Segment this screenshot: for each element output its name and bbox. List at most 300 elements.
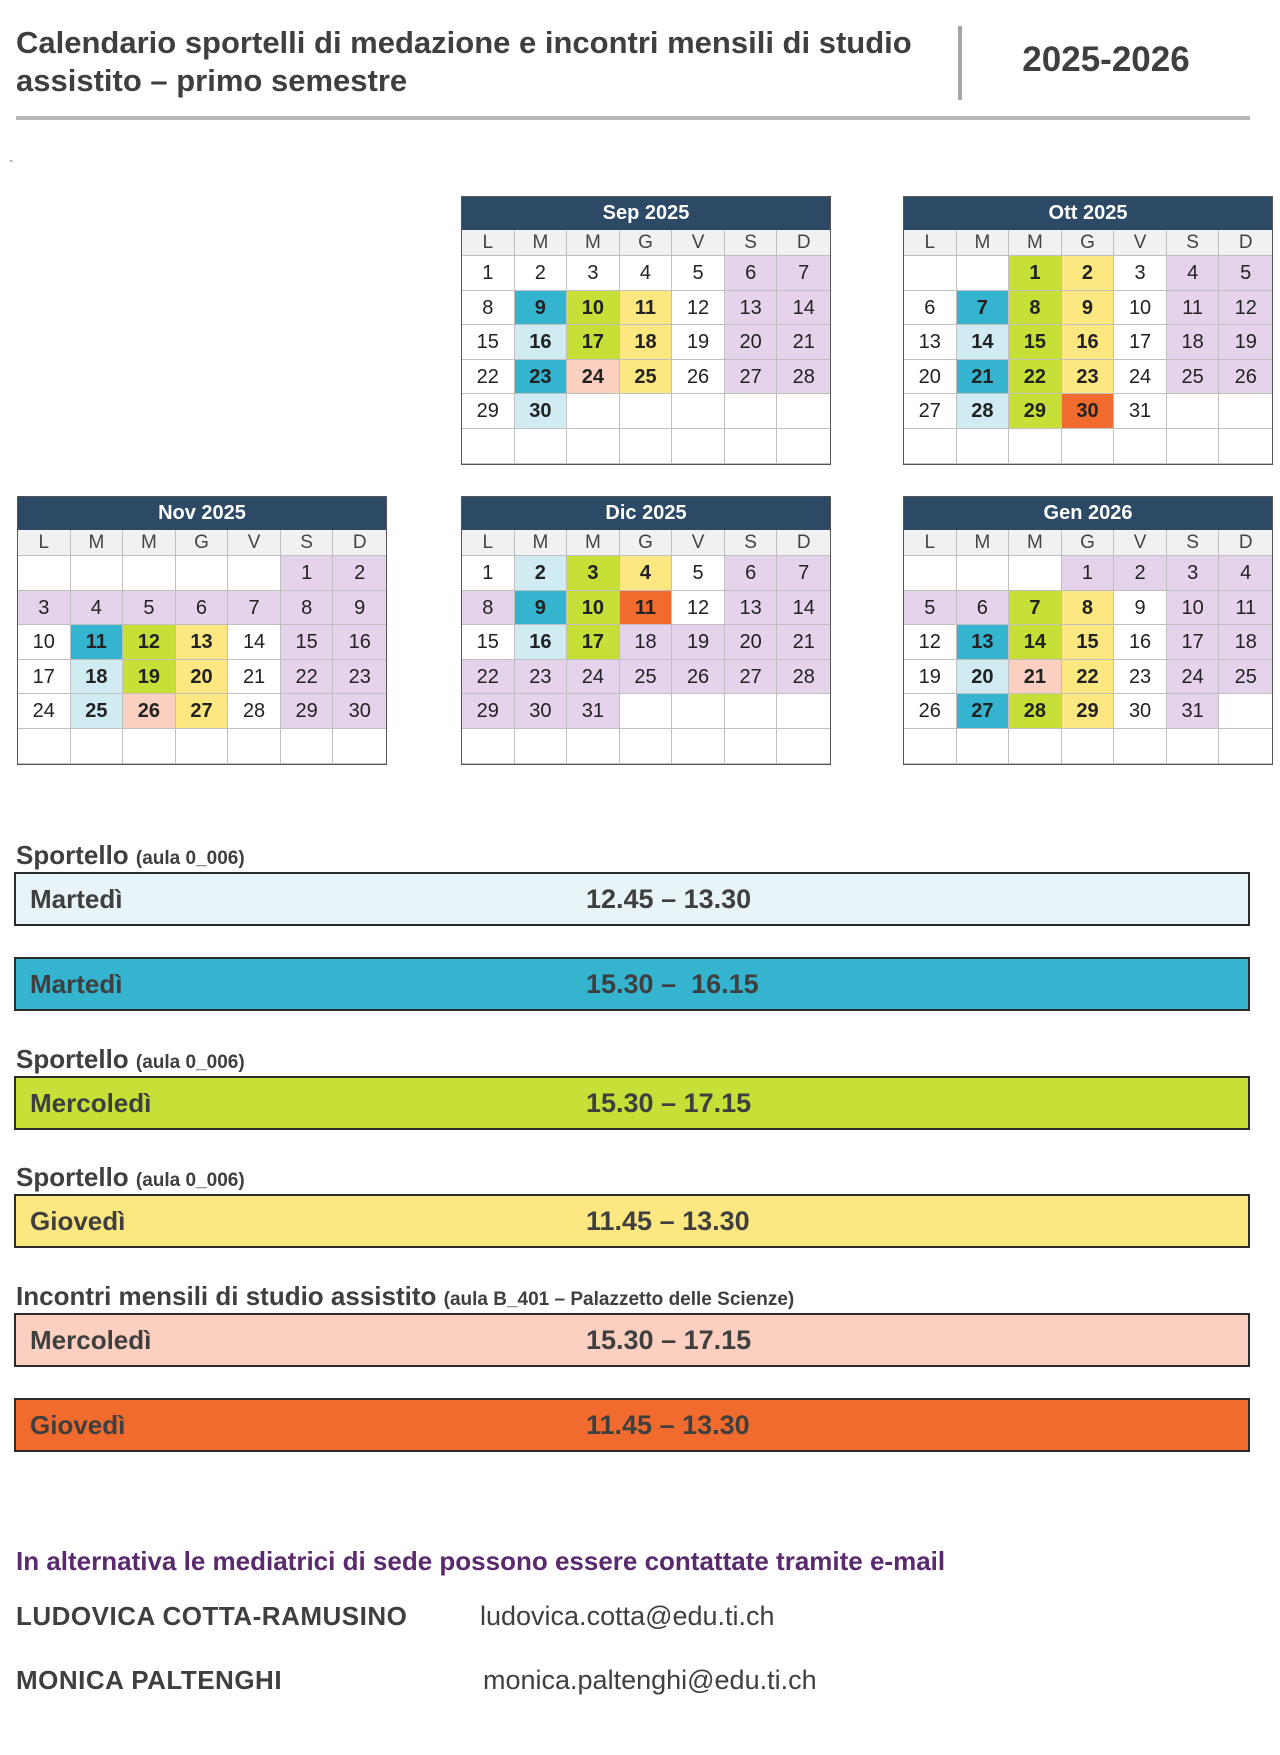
calendar-day: 15 [1009,325,1062,360]
calendar-empty-cell [71,729,124,764]
calendar-day: 25 [1167,360,1220,395]
calendar-day: 17 [1114,325,1167,360]
weekday-header: V [1114,530,1167,556]
calendar-empty-cell [777,394,830,429]
calendar-day: 13 [725,591,778,626]
calendar-day: 6 [904,291,957,326]
calendar-day: 10 [1167,591,1220,626]
calendar-empty-cell [957,729,1010,764]
calendar-day: 6 [176,591,229,626]
schedule-day: Martedì [30,884,123,914]
calendar-day: 12 [1219,291,1272,326]
section-label-sportello-mercoledi [16,1044,245,1075]
weekday-header: D [777,230,830,256]
calendar-day: 18 [1219,625,1272,660]
calendar-day: 27 [725,660,778,695]
calendar-day: 26 [123,694,176,729]
calendar-day: 27 [957,694,1010,729]
calendar-day: 3 [567,556,620,591]
calendar-empty-cell [1167,729,1220,764]
calendar-empty-cell [18,556,71,591]
calendar-empty-cell [904,556,957,591]
calendar-day: 11 [620,291,673,326]
calendar-day: 15 [462,325,515,360]
calendar-day: 1 [281,556,334,591]
calendar-empty-cell [1167,429,1220,464]
calendar-day: 19 [1219,325,1272,360]
calendar-day: 14 [228,625,281,660]
calendar-sep-2025 [461,196,831,465]
calendar-day: 22 [281,660,334,695]
calendar-day: 20 [904,360,957,395]
calendar-day: 4 [1219,556,1272,591]
calendar-day: 24 [18,694,71,729]
title-line-2: assistito – primo semestre [16,63,408,98]
calendar-day: 28 [1009,694,1062,729]
calendar-day: 25 [620,360,673,395]
section-title: Sportello [16,1044,129,1074]
calendar-day: 8 [462,591,515,626]
calendar-day: 23 [1114,660,1167,695]
schedule-day: Giovedì [30,1410,126,1440]
calendar-empty-cell [1009,556,1062,591]
calendar-title: Sep 2025 [462,197,830,230]
weekday-header: L [904,230,957,256]
calendar-empty-cell [672,394,725,429]
corner-mark: ˺ [9,158,13,172]
calendar-day: 1 [462,556,515,591]
calendar-day: 1 [462,256,515,291]
calendar-empty-cell [904,429,957,464]
calendar-day: 7 [777,556,830,591]
calendar-day: 9 [1062,291,1115,326]
weekday-header: D [1219,230,1272,256]
section-label-sportello-giovedi [16,1162,245,1193]
calendar-day: 5 [904,591,957,626]
weekday-header: M [1009,530,1062,556]
calendar-day: 24 [1114,360,1167,395]
calendar-day: 3 [18,591,71,626]
calendar-day: 23 [515,660,568,695]
calendar-day: 4 [620,556,673,591]
calendar-day: 4 [1167,256,1220,291]
calendar-grid [904,230,1272,464]
calendar-empty-cell [176,729,229,764]
weekday-header: G [176,530,229,556]
weekday-header: S [281,530,334,556]
calendar-day: 27 [176,694,229,729]
weekday-header: M [957,530,1010,556]
calendar-day: 5 [1219,256,1272,291]
calendar-empty-cell [1219,729,1272,764]
calendar-empty-cell [228,729,281,764]
calendar-day: 24 [1167,660,1220,695]
calendar-empty-cell [904,729,957,764]
calendar-title: Nov 2025 [18,497,386,530]
calendar-empty-cell [1219,429,1272,464]
calendar-day: 17 [1167,625,1220,660]
calendar-empty-cell [620,694,673,729]
calendar-day: 5 [672,256,725,291]
calendar-empty-cell [176,556,229,591]
calendar-day: 26 [672,360,725,395]
calendar-day: 29 [462,694,515,729]
section-room: (aula 0_006) [135,1052,245,1073]
calendar-day: 7 [1009,591,1062,626]
calendar-day: 26 [672,660,725,695]
calendar-day: 10 [18,625,71,660]
weekday-header: S [725,530,778,556]
calendar-day: 26 [904,694,957,729]
weekday-header: M [71,530,124,556]
weekday-header: L [18,530,71,556]
calendar-day: 19 [123,660,176,695]
calendar-day: 9 [1114,591,1167,626]
section-room: (aula B_401 – Palazzetto delle Scienze) [443,1289,795,1310]
calendar-day: 30 [333,694,386,729]
calendar-day: 18 [1167,325,1220,360]
calendar-day: 16 [515,625,568,660]
weekday-header: V [672,230,725,256]
calendar-day: 20 [725,325,778,360]
calendar-day: 22 [462,660,515,695]
calendar-empty-cell [957,429,1010,464]
contact-email-link[interactable]: ludovica.cotta@edu.ti.ch [480,1601,775,1631]
weekday-header: G [620,530,673,556]
calendar-day: 31 [567,694,620,729]
calendar-empty-cell [123,556,176,591]
calendar-empty-cell [462,729,515,764]
calendar-empty-cell [672,694,725,729]
calendar-day: 31 [1114,394,1167,429]
schedule-time: 15.30 – 17.15 [586,1088,752,1118]
calendar-day: 7 [777,256,830,291]
calendar-empty-cell [777,429,830,464]
calendar-day: 29 [1062,694,1115,729]
calendar-grid [904,530,1272,764]
calendar-day: 4 [620,256,673,291]
weekday-header: S [1167,230,1220,256]
calendar-empty-cell [1114,429,1167,464]
weekday-header: G [620,230,673,256]
schedule-bar-incontro-mercoledi [14,1313,1250,1367]
calendar-empty-cell [1219,694,1272,729]
calendar-day: 19 [672,625,725,660]
calendar-empty-cell [777,729,830,764]
calendar-empty-cell [1062,729,1115,764]
calendar-empty-cell [725,694,778,729]
calendar-day: 15 [1062,625,1115,660]
section-title: Sportello [16,840,129,870]
calendar-day: 25 [620,660,673,695]
schedule-bar-incontro-giovedi [14,1398,1250,1452]
weekday-header: V [1114,230,1167,256]
weekday-header: D [333,530,386,556]
calendar-day: 17 [18,660,71,695]
calendar-day: 15 [462,625,515,660]
calendar-day: 2 [1062,256,1115,291]
calendar-empty-cell [1167,394,1220,429]
calendar-day: 8 [281,591,334,626]
schedule-time: 15.30 – 16.15 [586,969,759,999]
calendar-day: 16 [1062,325,1115,360]
calendar-day: 10 [567,591,620,626]
calendar-day: 13 [725,291,778,326]
calendar-day: 17 [567,325,620,360]
contact-name: MONICA PALTENGHI [16,1665,283,1695]
calendar-day: 30 [515,694,568,729]
calendar-day: 2 [333,556,386,591]
calendar-day: 3 [1167,556,1220,591]
calendar-empty-cell [515,429,568,464]
calendar-empty-cell [567,729,620,764]
calendar-day: 2 [1114,556,1167,591]
calendar-title: Gen 2026 [904,497,1272,530]
calendar-day: 19 [672,325,725,360]
calendar-day: 21 [228,660,281,695]
weekday-header: G [1062,530,1115,556]
calendar-empty-cell [725,394,778,429]
calendar-day: 9 [515,591,568,626]
weekday-header: M [1009,230,1062,256]
calendar-empty-cell [672,729,725,764]
calendar-day: 1 [1062,556,1115,591]
weekday-header: M [515,230,568,256]
calendar-day: 5 [123,591,176,626]
calendar-day: 24 [567,360,620,395]
calendar-day: 7 [957,291,1010,326]
calendar-day: 9 [515,291,568,326]
weekday-header: V [228,530,281,556]
calendar-day: 6 [725,556,778,591]
calendar-day: 26 [1219,360,1272,395]
schedule-day: Giovedì [30,1206,126,1236]
calendar-title: Dic 2025 [462,497,830,530]
contact-email-link[interactable]: monica.paltenghi@edu.ti.ch [483,1665,817,1695]
section-label-incontri [16,1281,794,1312]
contact-name: LUDOVICA COTTA-RAMUSINO [16,1601,408,1631]
calendar-empty-cell [228,556,281,591]
weekday-header: M [957,230,1010,256]
calendar-day: 22 [1062,660,1115,695]
calendar-day: 31 [1167,694,1220,729]
calendar-day: 3 [1114,256,1167,291]
calendar-day: 11 [1167,291,1220,326]
calendar-day: 12 [672,591,725,626]
schedule-time: 12.45 – 13.30 [586,884,752,914]
schedule-bar-martedi-early [14,872,1250,926]
calendar-day: 19 [904,660,957,695]
calendar-day: 30 [1062,394,1115,429]
calendar-empty-cell [1009,729,1062,764]
calendar-empty-cell [725,429,778,464]
calendar-day: 9 [333,591,386,626]
calendar-day: 23 [515,360,568,395]
calendar-empty-cell [620,429,673,464]
calendar-day: 14 [1009,625,1062,660]
calendar-day: 30 [515,394,568,429]
calendar-day: 14 [777,591,830,626]
calendar-day: 10 [567,291,620,326]
calendar-day: 22 [1009,360,1062,395]
calendar-empty-cell [462,429,515,464]
calendar-empty-cell [1114,729,1167,764]
schedule-day: Mercoledì [30,1325,152,1355]
calendar-day: 18 [620,325,673,360]
section-room: (aula 0_006) [135,1170,245,1191]
calendar-day: 27 [725,360,778,395]
calendar-day: 8 [462,291,515,326]
calendar-empty-cell [1009,429,1062,464]
calendar-day: 27 [904,394,957,429]
calendar-day: 20 [176,660,229,695]
calendar-day: 16 [1114,625,1167,660]
schedule-time: 11.45 – 13.30 [586,1206,750,1236]
calendar-day: 12 [672,291,725,326]
calendar-day: 4 [71,591,124,626]
calendar-empty-cell [123,729,176,764]
calendar-title: Ott 2025 [904,197,1272,230]
calendar-empty-cell [18,729,71,764]
calendar-day: 21 [957,360,1010,395]
calendar-day: 23 [1062,360,1115,395]
weekday-header: M [515,530,568,556]
calendar-day: 18 [620,625,673,660]
contacts-intro: In alternativa le mediatrici di sede possono essere contattate tramite e-mail [16,1546,946,1576]
calendar-empty-cell [1219,394,1272,429]
calendar-day: 5 [672,556,725,591]
calendar-grid [462,530,830,764]
calendar-empty-cell [1062,429,1115,464]
weekday-header: S [725,230,778,256]
calendar-ott-2025 [903,196,1273,465]
calendar-gen-2026 [903,496,1273,765]
schedule-bar-mercoledi [14,1076,1250,1130]
calendar-day: 6 [725,256,778,291]
title-line-1: Calendario sportelli di medazione e incontri mensili di studio [16,25,912,60]
calendar-day: 15 [281,625,334,660]
calendar-day: 30 [1114,694,1167,729]
calendar-day: 12 [904,625,957,660]
calendar-day: 14 [957,325,1010,360]
calendar-empty-cell [567,429,620,464]
calendar-day: 28 [777,660,830,695]
calendar-empty-cell [620,394,673,429]
calendar-day: 24 [567,660,620,695]
calendar-day: 16 [515,325,568,360]
schedule-time: 15.30 – 17.15 [586,1325,752,1355]
weekday-header: V [672,530,725,556]
calendar-dic-2025 [461,496,831,765]
weekday-header: L [904,530,957,556]
calendar-empty-cell [904,256,957,291]
calendar-day: 11 [71,625,124,660]
calendar-empty-cell [515,729,568,764]
weekday-header: M [123,530,176,556]
header-rule [16,116,1250,120]
calendar-day: 29 [462,394,515,429]
calendar-empty-cell [281,729,334,764]
calendar-day: 12 [123,625,176,660]
weekday-header: D [777,530,830,556]
section-title: Incontri mensili di studio assistito [16,1281,437,1311]
calendar-day: 2 [515,556,568,591]
schedule-bar-martedi-late [14,957,1250,1011]
weekday-header: L [462,530,515,556]
calendar-day: 25 [71,694,124,729]
header [16,24,1250,122]
calendar-day: 13 [957,625,1010,660]
calendar-day: 23 [333,660,386,695]
calendar-day: 28 [957,394,1010,429]
calendar-day: 13 [176,625,229,660]
academic-year: 2025-2026 [1022,40,1190,79]
calendar-empty-cell [567,394,620,429]
calendar-day: 17 [567,625,620,660]
calendar-day: 10 [1114,291,1167,326]
calendar-empty-cell [620,729,673,764]
calendar-day: 21 [777,325,830,360]
calendar-nov-2025 [17,496,387,765]
schedule-day: Mercoledì [30,1088,152,1118]
calendar-day: 6 [957,591,1010,626]
weekday-header: M [567,230,620,256]
section-label-sportello-martedi [16,840,245,871]
calendar-day: 28 [777,360,830,395]
weekday-header: L [462,230,515,256]
calendar-day: 25 [1219,660,1272,695]
calendar-day: 8 [1009,291,1062,326]
calendar-day: 29 [281,694,334,729]
calendar-day: 20 [725,625,778,660]
calendar-day: 21 [1009,660,1062,695]
schedule-bar-giovedi [14,1194,1250,1248]
calendar-day: 18 [71,660,124,695]
weekday-header: M [567,530,620,556]
schedule-time: 11.45 – 13.30 [586,1410,750,1440]
calendar-empty-cell [333,729,386,764]
calendar-empty-cell [957,256,1010,291]
calendar-day: 11 [620,591,673,626]
calendar-day: 3 [567,256,620,291]
calendar-day: 8 [1062,591,1115,626]
calendar-day: 21 [777,625,830,660]
calendar-empty-cell [777,694,830,729]
calendar-empty-cell [957,556,1010,591]
calendar-day: 1 [1009,256,1062,291]
calendar-day: 13 [904,325,957,360]
calendar-day: 20 [957,660,1010,695]
calendar-day: 14 [777,291,830,326]
schedule-day: Martedì [30,969,123,999]
weekday-header: S [1167,530,1220,556]
page-title [16,24,946,100]
calendar-day: 22 [462,360,515,395]
calendar-empty-cell [71,556,124,591]
section-room: (aula 0_006) [135,848,245,869]
calendar-day: 7 [228,591,281,626]
weekday-header: D [1219,530,1272,556]
calendar-day: 11 [1219,591,1272,626]
calendar-day: 2 [515,256,568,291]
calendar-grid [18,530,386,764]
calendar-day: 16 [333,625,386,660]
calendar-empty-cell [725,729,778,764]
calendar-day: 29 [1009,394,1062,429]
calendar-empty-cell [672,429,725,464]
calendar-grid [462,230,830,464]
calendar-day: 28 [228,694,281,729]
